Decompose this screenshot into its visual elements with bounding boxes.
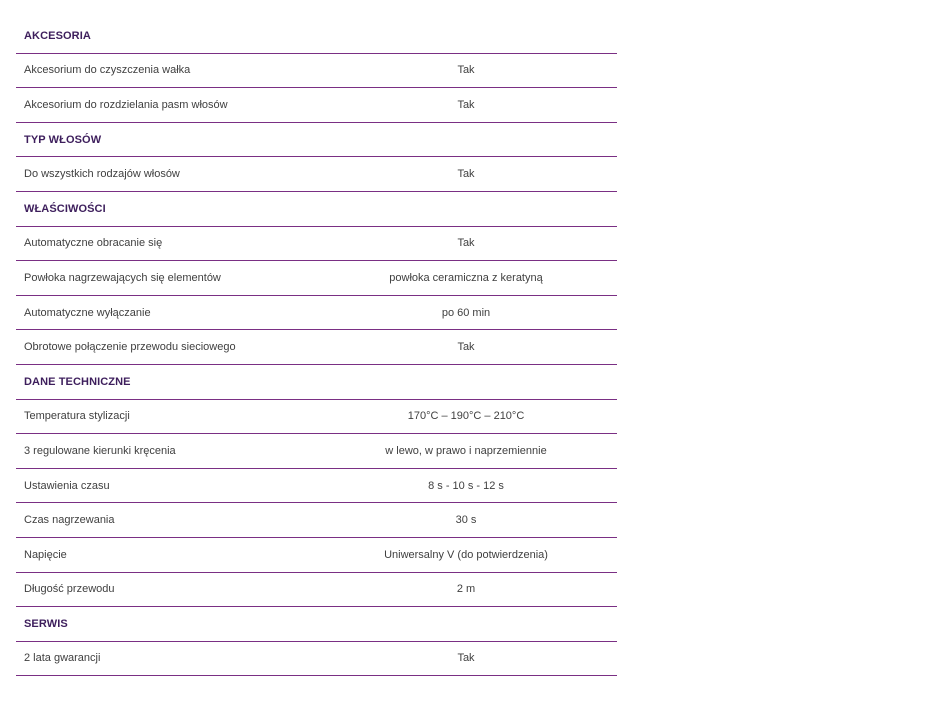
- spec-value: 2 m: [456, 583, 476, 596]
- spec-label: Napięcie: [24, 548, 67, 561]
- spec-row: [16, 434, 617, 469]
- spec-label: 2 lata gwarancji: [24, 652, 101, 665]
- section-header-dane-techniczne: [16, 365, 617, 400]
- spec-label: Temperatura stylizacji: [24, 410, 130, 423]
- section-title: SERWIS: [24, 617, 68, 630]
- spec-value: Tak: [457, 98, 475, 111]
- spec-label: Do wszystkich rodzajów włosów: [24, 168, 180, 181]
- spec-table: [16, 19, 617, 676]
- spec-value: po 60 min: [441, 306, 491, 319]
- spec-label: Akcesorium do rozdzielania pasm włosów: [24, 98, 228, 111]
- spec-label: 3 regulowane kierunki kręcenia: [24, 444, 176, 457]
- spec-label: Automatyczne wyłączanie: [24, 306, 151, 319]
- section-header-akcesoria: [16, 19, 617, 54]
- spec-row: [16, 88, 617, 123]
- spec-value: Tak: [457, 64, 475, 77]
- spec-label: Powłoka nagrzewających się elementów: [24, 271, 221, 284]
- spec-row: [16, 261, 617, 296]
- spec-row: [16, 469, 617, 504]
- section-header-serwis: [16, 607, 617, 642]
- section-title: WŁAŚCIWOŚCI: [24, 202, 106, 215]
- spec-row: [16, 157, 617, 192]
- section-title: TYP WŁOSÓW: [24, 133, 102, 146]
- spec-value: 170°C – 190°C – 210°C: [407, 410, 525, 423]
- spec-row: [16, 400, 617, 435]
- spec-row: [16, 538, 617, 573]
- spec-label: Akcesorium do czyszczenia wałka: [24, 64, 191, 77]
- spec-row: [16, 54, 617, 89]
- spec-row: [16, 227, 617, 262]
- section-header-wlasciwosci: [16, 192, 617, 227]
- spec-value: w lewo, w prawo i naprzemiennie: [385, 444, 547, 457]
- section-title: DANE TECHNICZNE: [24, 375, 131, 388]
- spec-label: Automatyczne obracanie się: [24, 237, 163, 250]
- spec-label: Obrotowe połączenie przewodu sieciowego: [24, 341, 236, 354]
- spec-value: Tak: [457, 341, 475, 354]
- spec-value: Tak: [457, 652, 475, 665]
- spec-value: 30 s: [455, 514, 477, 527]
- section-title: AKCESORIA: [24, 29, 91, 42]
- spec-row: [16, 330, 617, 365]
- spec-value: Tak: [457, 168, 475, 181]
- spec-value: Tak: [457, 237, 475, 250]
- spec-row: [16, 296, 617, 331]
- section-header-typ-wlosow: [16, 123, 617, 158]
- spec-row: [16, 642, 617, 677]
- spec-value: 8 s - 10 s - 12 s: [428, 479, 504, 492]
- spec-label: Czas nagrzewania: [24, 514, 115, 527]
- spec-value: Uniwersalny V (do potwierdzenia): [384, 548, 548, 561]
- spec-value: powłoka ceramiczna z keratyną: [389, 271, 543, 284]
- spec-row: [16, 503, 617, 538]
- spec-row: [16, 573, 617, 608]
- spec-label: Długość przewodu: [24, 583, 115, 596]
- spec-label: Ustawienia czasu: [24, 479, 110, 492]
